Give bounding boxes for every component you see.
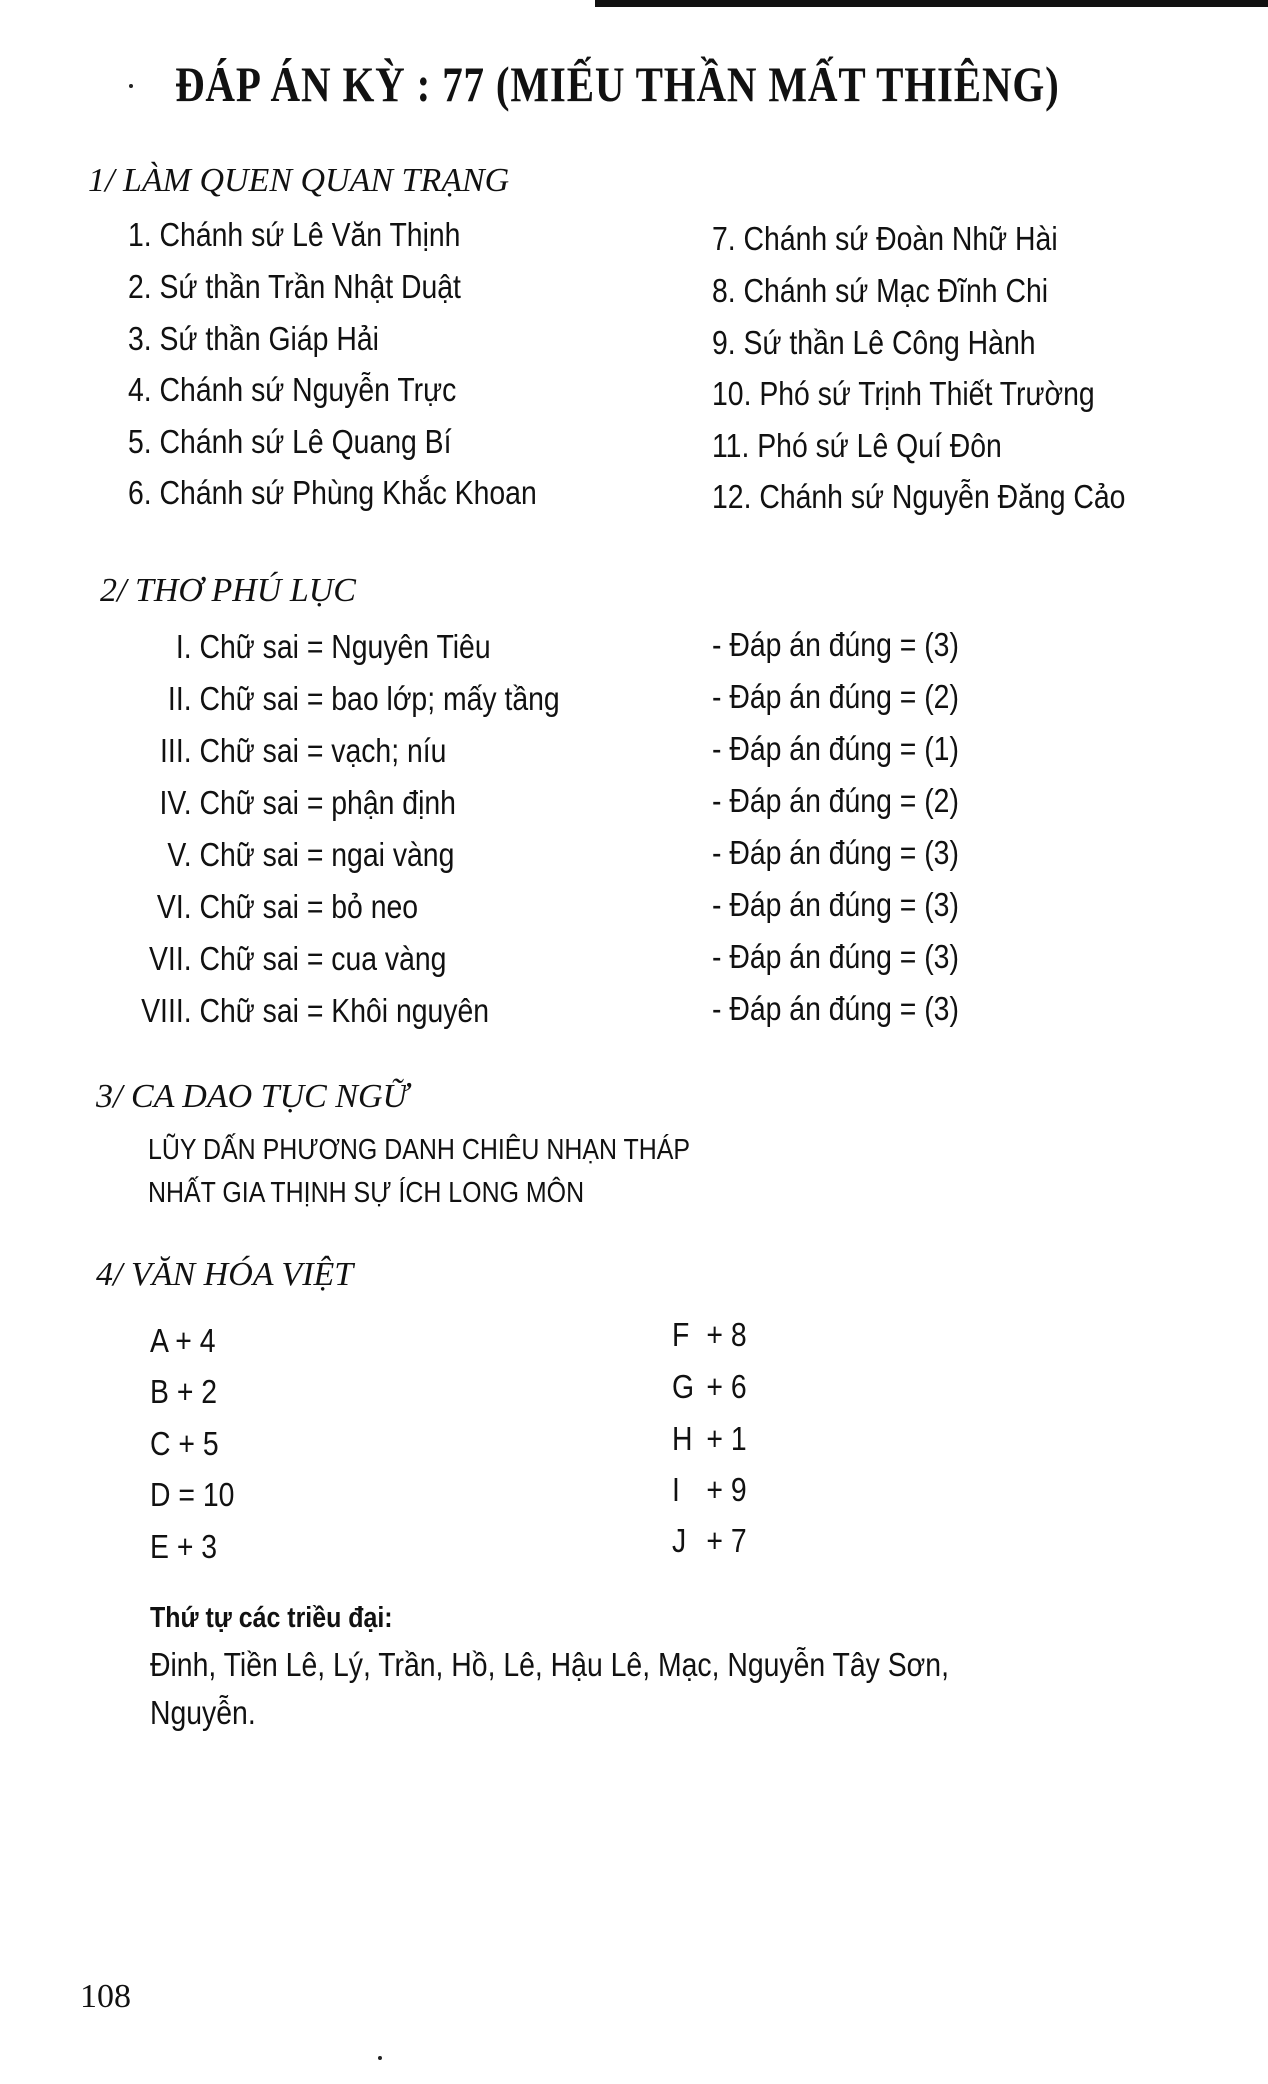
match-value: + 1 xyxy=(706,1420,747,1457)
match-letter: E xyxy=(150,1528,169,1565)
section1-heading: 1/ LÀM QUEN QUAN TRẠNG xyxy=(88,162,510,199)
scan-speck xyxy=(129,84,133,88)
match-value: + 7 xyxy=(706,1522,747,1559)
list-item: 1. Chánh sứ Lê Văn Thịnh xyxy=(128,216,461,253)
table-row xyxy=(140,784,456,822)
dynasty-list: Đinh, Tiền Lê, Lý, Trần, Hồ, Lê, Hậu Lê, Mạc, Nguyễn Tây Sơn, xyxy=(150,1646,949,1683)
match-value: + 8 xyxy=(706,1316,747,1353)
row-numeral: IV. xyxy=(159,784,192,821)
wrong-word: Chữ sai = bỏ neo xyxy=(199,888,419,925)
match-value: + 4 xyxy=(175,1322,216,1359)
wrong-word: Chữ sai = phận định xyxy=(199,784,456,821)
row-numeral: II. xyxy=(167,680,192,717)
match-item xyxy=(150,1528,217,1566)
list-item: 10. Phó sứ Trịnh Thiết Trường xyxy=(712,375,1095,412)
row-numeral: III. xyxy=(160,732,192,769)
wrong-word: Chữ sai = ngai vàng xyxy=(199,836,455,873)
list-item: 5. Chánh sứ Lê Quang Bí xyxy=(128,423,452,460)
table-row xyxy=(140,940,446,978)
row-numeral: VII. xyxy=(149,940,192,977)
match-value: + 3 xyxy=(176,1528,218,1565)
match-value: = 10 xyxy=(178,1476,235,1513)
wrong-word: Chữ sai = bao lớp; mấy tầng xyxy=(199,680,560,717)
match-letter: A xyxy=(150,1322,168,1359)
answer-cell: - Đáp án đúng = (3) xyxy=(712,886,959,923)
match-item xyxy=(150,1373,217,1411)
match-item xyxy=(672,1316,747,1354)
table-row xyxy=(140,628,491,666)
list-item: 4. Chánh sứ Nguyễn Trực xyxy=(128,371,457,408)
page-title: ĐÁP ÁN KỲ : 77 (MIẾU THẦN MẤT THIÊNG) xyxy=(175,56,1060,112)
row-numeral: VI. xyxy=(156,888,192,925)
match-letter: C xyxy=(150,1425,171,1462)
answer-cell: - Đáp án đúng = (3) xyxy=(712,938,959,975)
match-letter: I xyxy=(672,1471,680,1508)
list-item: 2. Sứ thần Trần Nhật Duật xyxy=(128,268,461,305)
match-letter: G xyxy=(672,1368,695,1405)
match-value: + 2 xyxy=(176,1373,218,1410)
list-item: 11. Phó sứ Lê Quí Đôn xyxy=(712,427,1002,464)
row-numeral: V. xyxy=(167,836,192,873)
table-row xyxy=(140,732,446,770)
answer-cell: - Đáp án đúng = (3) xyxy=(712,626,959,663)
match-letter: J xyxy=(672,1522,687,1559)
match-item xyxy=(150,1322,216,1360)
scan-speck xyxy=(378,2056,382,2060)
answer-cell: - Đáp án đúng = (1) xyxy=(712,730,959,767)
match-letter: H xyxy=(672,1420,693,1457)
table-row xyxy=(140,680,560,718)
proverb-line: NHẤT GIA THỊNH SỰ ÍCH LONG MÔN xyxy=(148,1177,585,1209)
match-item xyxy=(150,1425,219,1463)
section4-heading: 4/ VĂN HÓA VIỆT xyxy=(96,1256,354,1293)
list-item: 7. Chánh sứ Đoàn Nhữ Hài xyxy=(712,220,1058,257)
match-value: + 6 xyxy=(706,1368,747,1405)
table-row xyxy=(140,992,489,1030)
match-item xyxy=(672,1420,747,1458)
wrong-word: Chữ sai = cua vàng xyxy=(199,940,447,977)
answer-cell: - Đáp án đúng = (2) xyxy=(712,678,959,715)
row-numeral: VIII. xyxy=(141,992,192,1029)
wrong-word: Chữ sai = Khôi nguyên xyxy=(199,992,490,1029)
table-row xyxy=(140,888,418,926)
section2-heading: 2/ THƠ PHÚ LỤC xyxy=(100,572,356,609)
list-item: 3. Sứ thần Giáp Hải xyxy=(128,320,379,357)
wrong-word: Chữ sai = vạch; níu xyxy=(199,732,447,769)
match-value: + 9 xyxy=(706,1471,747,1508)
wrong-word: Chữ sai = Nguyên Tiêu xyxy=(199,628,491,665)
answer-cell: - Đáp án đúng = (3) xyxy=(712,990,959,1027)
list-item: 9. Sứ thần Lê Công Hành xyxy=(712,324,1036,361)
list-item: 6. Chánh sứ Phùng Khắc Khoan xyxy=(128,474,537,511)
match-letter: B xyxy=(150,1373,169,1410)
row-numeral: I. xyxy=(175,628,192,665)
match-letter: D xyxy=(150,1476,171,1513)
match-item xyxy=(672,1471,747,1509)
table-row xyxy=(140,836,454,874)
dynasty-list-cont: Nguyễn. xyxy=(150,1694,256,1731)
page-number: 108 xyxy=(80,1978,131,2015)
section3-heading: 3/ CA DAO TỤC NGỮ xyxy=(96,1078,409,1115)
top-rule xyxy=(595,0,1268,7)
answer-cell: - Đáp án đúng = (2) xyxy=(712,782,959,819)
match-value: + 5 xyxy=(178,1425,219,1462)
answer-cell: - Đáp án đúng = (3) xyxy=(712,834,959,871)
match-letter: F xyxy=(672,1316,690,1353)
dynasty-label: Thứ tự các triều đại: xyxy=(150,1602,393,1634)
match-item xyxy=(150,1476,234,1514)
match-item xyxy=(672,1368,747,1406)
match-item xyxy=(672,1522,747,1560)
list-item: 8. Chánh sứ Mạc Đĩnh Chi xyxy=(712,272,1049,309)
list-item: 12. Chánh sứ Nguyễn Đăng Cảo xyxy=(712,478,1126,515)
proverb-line: LŨY DẤN PHƯƠNG DANH CHIÊU NHẠN THÁP xyxy=(148,1134,691,1166)
